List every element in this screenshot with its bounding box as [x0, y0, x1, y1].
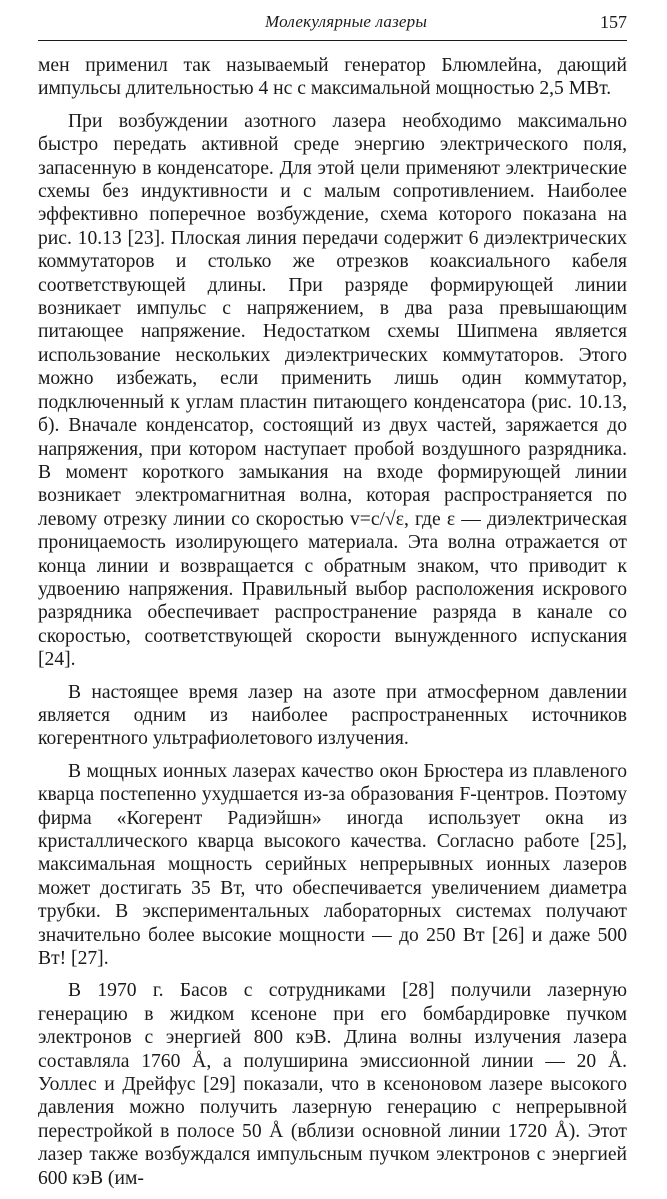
page-number: 157	[600, 12, 627, 32]
paragraph-ion-lasers: В мощных ионных лазерах качество окон Брюстера из плавленого кварца постепенно ухудшается из-за образования F-центров. Поэтому фирма «Когерент Радиэйшн» иногда использует окна из кристаллического кварца высокого качества. Согласно работе [25], максимальная мощность серийных непрерывных ионных лазеров может достигать 35 Вт, что обеспечивается увеличением диаметра трубки. В экспериментальных лабораторных системах получают значительно более высокие мощности — до 250 Вт [26] и даже 500 Вт! [27].	[38, 760, 627, 970]
paragraph-continuation: мен применил так называемый генератор Блюмлейна, дающий импульсы длительностью 4 нс с максимальной мощностью 2,5 МВт.	[38, 55, 627, 100]
paragraph-nitrogen-laser-status: В настоящее время лазер на азоте при атмосферном давлении является одним из наиболее распространенных источников когерентного ультрафиолетового излучения.	[38, 681, 627, 750]
paragraph-nitrogen-laser-excitation: При возбуждении азотного лазера необходимо максимально быстро передать активной среде энергию электрического поля, запасенную в конденсаторе. Для этой цели применяют электрические схемы без индуктивности и с малым сопротивлением. Наиболее эффективно поперечное возбуждение, схема которого показана на рис. 10.13 [23]. Плоская линия передачи содержит 6 диэлектрических коммутаторов и столько же отрезков коаксиального кабеля соответствующей длины. При разряде формирующей линии возникает импульс с напряжением, в два раза превышающим питающее напряжение. Недостатком схемы Шипмена является использование нескольких диэлектрических коммутаторов. Этого можно избежать, если применить лишь один коммутатор, подключенный к углам пластин питающего конденсатора (рис. 10.13, б). Вначале конденсатор, состоящий из двух частей, заряжается до напряжения, при котором наступает пробой воздушного разрядника. В момент короткого замыкания на входе формирующей линии возникает электромагнитная волна, которая распространяется по левому отрезку линии со скоростью v=c/√ε, где ε — диэлектрическая проницаемость изолирующего материала. Эта волна отражается от конца линии и возвращается с обратным знаком, что приводит к удвоению напряжения. Правильный выбор расположения искрового разрядника обеспечивает распространение разряда в канале со скоростью, соответствующей скорости вынужденного испускания [24].	[38, 110, 627, 671]
paragraph-xenon-laser: В 1970 г. Басов с сотрудниками [28] получили лазерную генерацию в жидком ксеноне при его бомбардировке пучком электронов с энергией 800 кэВ. Длина волны излучения лазера составляла 1760 Å, а полуширина эмиссионной линии — 20 Å. Уоллес и Дрейфус [29] показали, что в ксеноновом лазере высокого давления можно получить лазерную генерацию с непрерывной перестройкой в полосе 50 Å (вблизи основной линии 1720 Å). Этот лазер также возбуждался импульсным пучком электронов с энергией 600 кэВ (им-	[38, 980, 627, 1189]
body-text	[38, 54, 627, 1199]
page-header	[38, 8, 627, 41]
running-title: Молекулярные лазеры	[265, 12, 428, 31]
